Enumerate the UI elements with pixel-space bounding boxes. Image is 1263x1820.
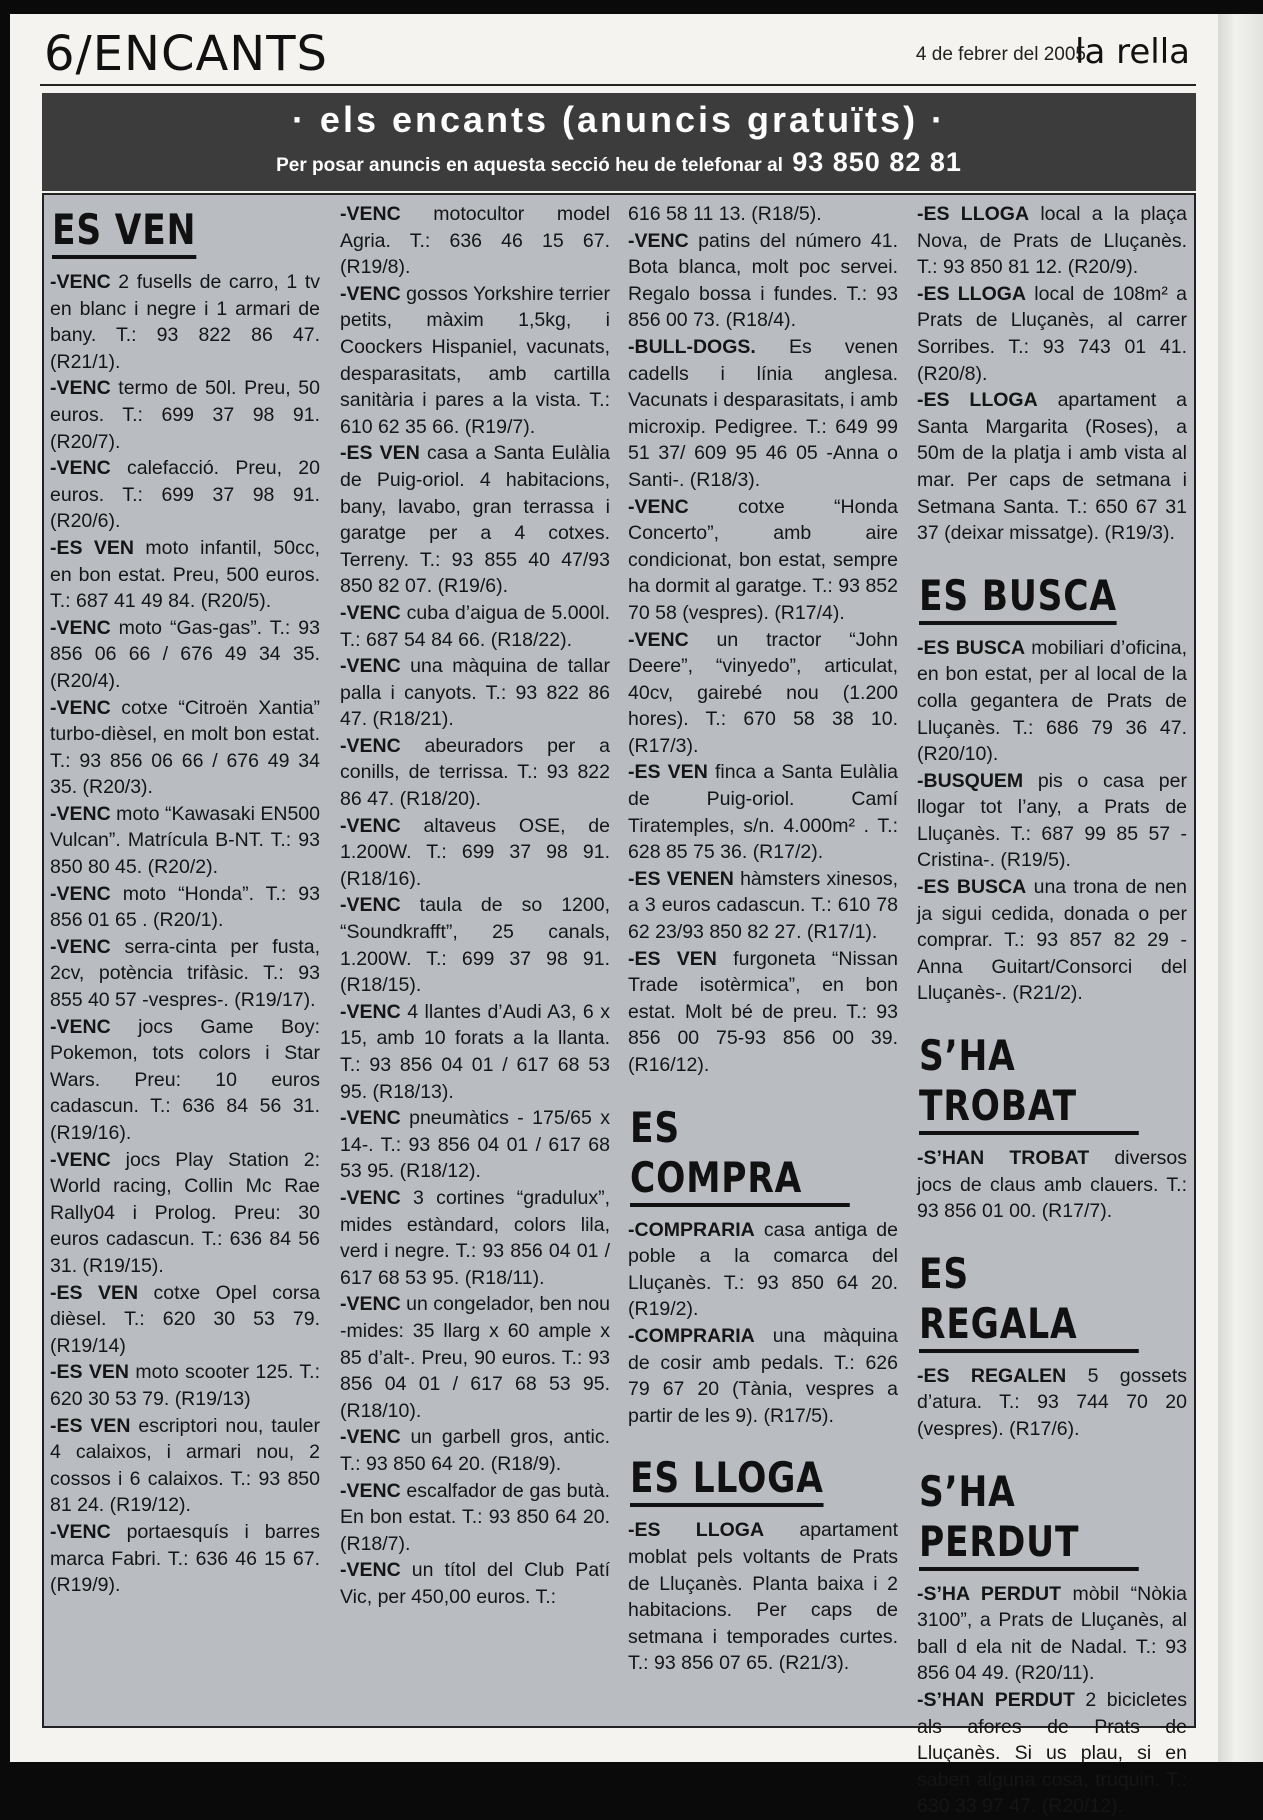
- ad-text: cuba d’aigua de 5.000l. T.: 687 54 84 66. (R18/22).: [340, 601, 610, 651]
- ad-lead: -S’HA PERDUT: [917, 1582, 1062, 1605]
- ad-text: patins del número 41. Bota blanca, molt poc servei. Regalo bossa i fundes. T.: 93 856 00 73. (R18/4).: [628, 229, 898, 332]
- ad-lead: -ES VEN: [50, 1414, 131, 1437]
- section-spacer: [628, 1429, 898, 1453]
- ad-text: gossos Yorkshire terrier petits, màxim 1,5kg, i Coockers Hispaniel, vacunats, desparasitats, amb cartilla sanitària i pares a la vista. T.: 610 62 35 66. (R19/7).: [340, 282, 610, 438]
- ad-lead: -VENC: [628, 495, 689, 518]
- classified-ad: [340, 653, 610, 733]
- section-spacer: [917, 1007, 1187, 1031]
- category-heading: ES REGALA: [919, 1249, 1139, 1353]
- classified-ad: [340, 1424, 610, 1477]
- ad-text: 4 llantes d’Audi A3, 6 x 15, amb 10 forats a la llanta. T.: 93 856 04 01 / 617 68 53 95. (R18/13).: [340, 1000, 610, 1103]
- ad-lead: -VENC: [340, 1479, 401, 1502]
- ad-lead: -VENC: [340, 894, 401, 917]
- classified-ad: [340, 813, 610, 893]
- classified-ad: [628, 759, 898, 865]
- ad-text: pis o casa per llogar tot l’any, a Prats de Lluçanès. T.: 687 99 85 57 -Cristina-. (R19/5).: [917, 769, 1187, 872]
- classified-ad: [917, 635, 1187, 768]
- ad-lead: -ES VEN: [628, 761, 708, 784]
- ad-lead: -VENC: [50, 616, 111, 639]
- ad-text: serra-cinta per fusta, 2cv, potència trifàsic. T.: 93 855 40 57 -vespres-. (R19/17).: [50, 935, 320, 1012]
- section-title: 6/ENCANTS: [44, 26, 328, 82]
- classified-ad: [340, 1291, 610, 1424]
- ad-text: pneumàtics - 175/65 x 14-. T.: 93 856 04 01 / 617 68 53 95. (R18/12).: [340, 1107, 610, 1183]
- classified-ad: [628, 866, 898, 946]
- classified-ad: [340, 733, 610, 813]
- classified-ad: [628, 1517, 898, 1677]
- ad-text: abeuradors per a conills, de terrissa. T.: 93 822 86 47. (R18/20).: [340, 734, 610, 811]
- ad-lead: -ES VENEN: [628, 867, 734, 890]
- ad-text: termo de 50l. Preu, 50 euros. T.: 699 37 98 91. (R20/7).: [50, 377, 320, 453]
- classified-ad: [917, 874, 1187, 1007]
- classified-ad: [50, 269, 320, 375]
- ad-text: mòbil “Nòkia 3100”, a Prats de Lluçanès, al ball d ela nit de Nadal. T.: 93 856 04 49. (R20/11).: [917, 1582, 1187, 1685]
- ad-text: 2 fusells de carro, 1 tv en blanc i negre i 1 armari de bany. T.: 93 822 86 47. (R21/1).: [50, 271, 320, 373]
- ad-text: una màquina de cosir amb pedals. T.: 626 79 67 20 (Tània, vespres a partir de les 9). (R17/5).: [628, 1324, 898, 1427]
- ad-lead: -VENC: [340, 1426, 401, 1449]
- classified-ad: [340, 1478, 610, 1558]
- page-edge: [1218, 14, 1263, 1762]
- ad-text: taula de so 1200, “Soundkrafft”, 25 canals, 1.200W. T.: 699 37 98 91. (R18/15).: [340, 894, 610, 997]
- ad-text: cotxe “Honda Concerto”, amb aire condicionat, bon estat, sempre ha dormit al garatge. T.: 93 852 70 58 (vespres). (R17/4).: [628, 495, 898, 624]
- classified-ad: [917, 1687, 1187, 1820]
- section-spacer: [917, 547, 1187, 571]
- ad-text: mobiliari d’oficina, en bon estat, per al local de la colla gegantera de Prats de Lluçanès. T.: 686 79 36 47. (R20/10).: [917, 636, 1187, 766]
- column-1: [50, 201, 320, 1599]
- ad-lead: -BULL-DOGS.: [628, 335, 756, 358]
- classified-ad: [50, 375, 320, 455]
- ad-text: moto scooter 125. T.: 620 30 53 79. (R19/13): [50, 1361, 320, 1410]
- ad-text: jocs Game Boy: Pokemon, tots colors i Star Wars. Preu: 10 euros cadascun. T.: 636 84 56 31. (R19/16).: [50, 1015, 320, 1144]
- ad-text: calefacció. Preu, 20 euros. T.: 699 37 98 91. (R20/6).: [50, 457, 320, 533]
- ad-text: una trona de nen ja sigui cedida, donada o per comprar. T.: 93 857 82 29 - Anna Guitart/Consorci del Lluçanès-. (R21/2).: [917, 876, 1187, 1005]
- classified-ad: [917, 387, 1187, 547]
- ad-lead: -VENC: [340, 1293, 401, 1316]
- ad-text: un congelador, ben nou -mides: 35 llarg x 60 ample x 85 d’alt-. Preu, 90 euros. T.: 93 856 04 01 / 617 68 53 95. (R18/10).: [340, 1293, 610, 1422]
- ad-lead: -ES LLOGA: [917, 282, 1027, 305]
- ad-text: una màquina de tallar palla i canyots. T.: 93 822 86 47. (R18/21).: [340, 655, 610, 731]
- ad-lead: -VENC: [340, 1559, 401, 1582]
- ad-lead: -ES VEN: [50, 536, 135, 559]
- classified-ad: [628, 334, 898, 494]
- ad-lead: -VENC: [50, 1015, 111, 1038]
- classified-ad: [340, 1105, 610, 1185]
- classified-ad: [50, 455, 320, 535]
- classified-ad: [628, 1323, 898, 1429]
- ad-lead: -VENC: [50, 457, 111, 480]
- ad-lead: -VENC: [340, 1186, 401, 1209]
- ad-text: escriptori nou, tauler 4 calaixos, i armari nou, 2 cossos i 6 calaixos. T.: 93 850 81 24. (R19/12).: [50, 1414, 320, 1517]
- ad-text: local a la plaça Nova, de Prats de Lluçanès. T.: 93 850 81 12. (R20/9).: [917, 203, 1187, 279]
- section-spacer: [917, 1225, 1187, 1249]
- ad-text: moto “Gas-gas”. T.: 93 856 06 66 / 676 49 34 35. (R20/4).: [50, 616, 320, 692]
- classified-ad: [628, 946, 898, 1079]
- ad-text: un títol del Club Patí Vic, per 450,00 euros. T.:: [340, 1559, 610, 1608]
- classified-ad: [50, 535, 320, 615]
- classified-ad: [917, 1363, 1187, 1443]
- classified-ad: [340, 281, 610, 441]
- ad-lead: -VENC: [50, 1148, 111, 1171]
- header-rule: [40, 84, 1196, 86]
- banner-subtitle-text: Per posar anuncis en aquesta secció heu de telefonar al: [276, 155, 783, 176]
- classified-ad: [628, 627, 898, 760]
- ad-text: 616 58 11 13. (R18/5).: [628, 203, 822, 225]
- ad-lead: -COMPRARIA: [628, 1324, 755, 1347]
- classified-ad: [917, 768, 1187, 874]
- ad-text: 2 bicicletes als afores de Prats de Lluçanès. Si us plau, si en saben alguna cosa, truquin. T.: 630 33 97 47. (R20/12).: [917, 1688, 1187, 1818]
- ad-text: un tractor “John Deere”, “vinyedo”, articulat, 40cv, gairebé nou (1.200 hores). T.: 670 58 38 10. (R17/3).: [628, 628, 898, 757]
- ad-lead: -S’HAN PERDUT: [917, 1688, 1075, 1711]
- ad-lead: -VENC: [50, 271, 111, 293]
- ad-text: local de 108m² a Prats de Lluçanès, al carrer Sorribes. T.: 93 743 01 41. (R20/8).: [917, 282, 1187, 385]
- classified-ad: [50, 801, 320, 881]
- ad-lead: -ES VEN: [50, 1281, 139, 1304]
- ad-lead: -S’HAN TROBAT: [917, 1147, 1090, 1170]
- classified-ad: [50, 1014, 320, 1147]
- classified-ad: [50, 1147, 320, 1280]
- ad-text: cotxe Opel corsa dièsel. T.: 620 30 53 79. (R19/14): [50, 1281, 320, 1357]
- category-heading: S’HA PERDUT: [919, 1467, 1139, 1571]
- ad-lead: -ES VEN: [628, 947, 717, 970]
- section-spacer: [628, 1079, 898, 1103]
- ad-lead: -ES LLOGA: [628, 1519, 765, 1542]
- classified-ad: [50, 934, 320, 1014]
- ad-text: Es venen cadells i línia anglesa. Vacunats i desparasitats, i amb microxip. Pedigree. T.: 649 99 51 37/ 609 95 46 05 -Anna o Santi-. (R18/3).: [628, 335, 898, 491]
- section-banner: [42, 93, 1196, 191]
- ad-lead: -VENC: [50, 935, 111, 958]
- banner-subtitle: [42, 147, 1196, 178]
- category-heading: S’HA TROBAT: [919, 1031, 1139, 1135]
- issue-date: 4 de febrer del 2005: [915, 44, 1086, 65]
- classified-ad: [340, 440, 610, 600]
- classified-ad: [340, 892, 610, 998]
- ad-text: casa a Santa Eulàlia de Puig-oriol. 4 habitacions, bany, lavabo, gran terrassa i garatge per a 4 cotxes. Terreny. T.: 93 855 40 47/93 850 82 07. (R19/6).: [340, 442, 610, 598]
- ad-lead: -VENC: [50, 1520, 111, 1543]
- classified-ad: [50, 695, 320, 801]
- ad-lead: -VENC: [340, 814, 401, 837]
- classified-ad: [50, 615, 320, 695]
- ad-lead: -ES LLOGA: [917, 203, 1030, 225]
- category-heading: ES COMPRA: [630, 1103, 850, 1207]
- ad-lead: -ES LLOGA: [917, 389, 1038, 412]
- classified-ad: [917, 1581, 1187, 1687]
- ad-text: casa antiga de poble a la comarca del Lluçanès. T.: 93 850 64 20. (R19/2).: [628, 1218, 898, 1321]
- classified-ad: [628, 201, 898, 228]
- ad-lead: -VENC: [340, 1107, 401, 1130]
- ad-text: portaesquís i barres marca Fabri. T.: 636 46 15 67. (R19/9).: [50, 1520, 320, 1597]
- ad-text: jocs Play Station 2: World racing, Collin Mc Rae Rally04 i Prolog. Preu: 30 euros cadascun. T.: 636 84 56 31. (R19/15).: [50, 1148, 320, 1277]
- classified-ad: [50, 1413, 320, 1519]
- ad-lead: -BUSQUEM: [917, 769, 1024, 792]
- column-3: [628, 201, 898, 1677]
- ad-text: 3 cortines “gradulux”, mides estàndard, colors lila, verd i negre. T.: 93 856 04 01 / 617 68 53 95. (R18/11).: [340, 1186, 610, 1289]
- ad-lead: -VENC: [340, 601, 401, 624]
- ad-lead: -VENC: [50, 802, 111, 825]
- ad-text: moto “Honda”. T.: 93 856 01 65 . (R20/1).: [50, 882, 320, 932]
- ad-lead: -ES BUSCA: [917, 876, 1027, 899]
- classified-ad: [340, 999, 610, 1105]
- page-header: [34, 24, 1194, 82]
- ad-lead: -ES BUSCA: [917, 636, 1026, 659]
- classified-ad: [917, 281, 1187, 387]
- classified-ad: [917, 201, 1187, 281]
- ad-text: 5 gossets d’atura. T.: 93 744 70 20 (vespres). (R17/6).: [917, 1364, 1187, 1440]
- ad-lead: -VENC: [50, 696, 111, 719]
- classified-ad: [340, 201, 610, 281]
- ad-text: motocultor model Agria. T.: 636 46 15 67. (R19/8).: [340, 203, 610, 279]
- ad-text: furgoneta “Nissan Trade isotèrmica”, en bon estat. Molt bé de preu. T.: 93 856 00 75-93 856 00 39. (R16/12).: [628, 947, 898, 1076]
- ad-text: diversos jocs de claus amb clauers. T.: 93 856 01 00. (R17/7).: [917, 1147, 1187, 1223]
- ad-lead: -VENC: [340, 655, 401, 678]
- ad-lead: -VENC: [340, 1000, 401, 1023]
- classified-ad: [50, 881, 320, 934]
- ad-lead: -VENC: [340, 203, 401, 225]
- ad-text: un garbell gros, antic. T.: 93 850 64 20. (R18/9).: [340, 1426, 610, 1475]
- column-4: [917, 201, 1187, 1820]
- category-heading: ES BUSCA: [919, 571, 1117, 625]
- ad-text: moto “Kawasaki EN500 Vulcan”. Matrícula B-NT. T.: 93 850 80 45. (R20/2).: [50, 802, 320, 879]
- publication-name: la rella: [1075, 32, 1190, 72]
- ad-lead: -ES VEN: [340, 442, 420, 465]
- ad-text: cotxe “Citroën Xantia” turbo-dièsel, en molt bon estat. T.: 93 856 06 66 / 676 49 34 35. (R20/3).: [50, 696, 320, 799]
- ad-text: hàmsters xinesos, a 3 euros cadascun. T.: 610 78 62 23/93 850 82 27. (R17/1).: [628, 867, 899, 944]
- ad-text: altaveus OSE, de 1.200W. T.: 699 37 98 91. (R18/16).: [340, 814, 610, 890]
- ad-text: finca a Santa Eulàlia de Puig-oriol. Camí Tiratemples, s/n. 4.000m² . T.: 628 85 75 36. (R17/2).: [628, 761, 898, 864]
- ad-lead: -VENC: [50, 882, 111, 905]
- classified-ad: [50, 1359, 320, 1412]
- column-2: [340, 201, 610, 1610]
- classified-ad: [628, 228, 898, 334]
- classified-ad: [628, 494, 898, 627]
- classified-ad: [340, 600, 610, 653]
- classifieds-box: [42, 193, 1196, 1818]
- classified-ad: [340, 1557, 610, 1610]
- classified-ad: [628, 1217, 898, 1323]
- ad-lead: -VENC: [628, 628, 689, 651]
- classified-ad: [917, 1145, 1187, 1225]
- banner-phone: 93 850 82 81: [792, 147, 962, 177]
- category-heading: ES LLOGA: [630, 1453, 824, 1507]
- ad-text: apartament moblat pels voltants de Prats de Lluçanès. Planta baixa i 2 habitacions. Per caps de setmana i temporades curtes. T.: 93 856 07 65. (R21/3).: [628, 1519, 899, 1675]
- ad-text: apartament a Santa Margarita (Roses), a 50m de la platja i amb vista al mar. Per caps de setmana i Setmana Santa. T.: 650 67 31 37 (deixar missatge). (R19/3).: [917, 389, 1187, 545]
- section-spacer: [917, 1443, 1187, 1467]
- ad-text: escalfador de gas butà. En bon estat. T.: 93 850 64 20. (R18/7).: [340, 1479, 610, 1555]
- classified-ad: [50, 1280, 320, 1360]
- ad-lead: -COMPRARIA: [628, 1218, 755, 1241]
- banner-title: · els encants (anuncis gratuïts) ·: [291, 99, 947, 140]
- ad-text: moto infantil, 50cc, en bon estat. Preu, 500 euros. T.: 687 41 49 84. (R20/5).: [50, 536, 320, 613]
- ad-lead: -ES REGALEN: [917, 1364, 1067, 1387]
- ad-lead: -VENC: [50, 377, 111, 400]
- classified-ad: [50, 1519, 320, 1599]
- category-heading: ES VEN: [52, 205, 196, 259]
- ad-lead: -VENC: [628, 229, 689, 252]
- ad-lead: -VENC: [340, 734, 401, 757]
- ad-lead: -VENC: [340, 282, 401, 305]
- classified-ad: [340, 1185, 610, 1291]
- ad-lead: -ES VEN: [50, 1361, 129, 1384]
